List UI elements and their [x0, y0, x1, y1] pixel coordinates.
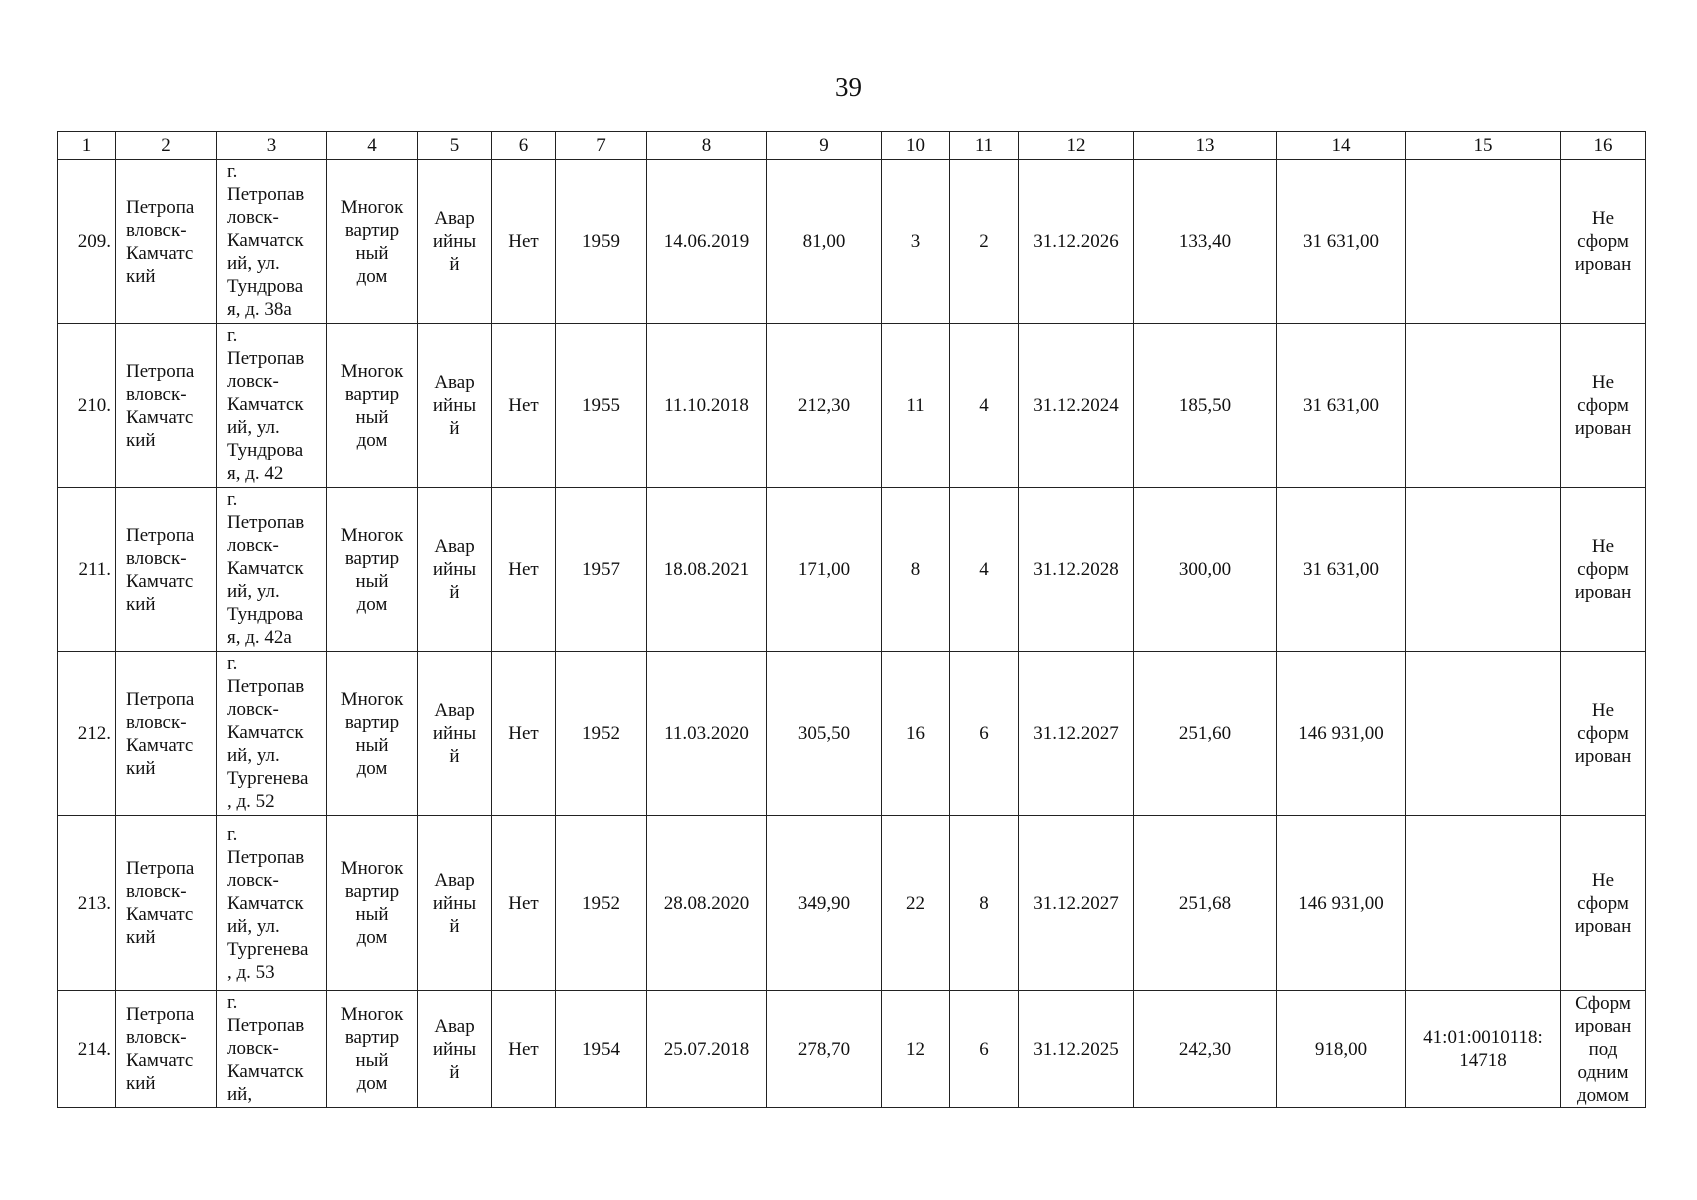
address-cell: г. Петропав ловск- Камчатск ий, ул. Тургенева , д. 52	[217, 652, 327, 816]
column-header: 16	[1561, 132, 1646, 160]
land-status-cell: Не сформ ирован	[1561, 324, 1646, 488]
col13-cell: 242,30	[1134, 991, 1277, 1108]
column-header: 8	[647, 132, 767, 160]
col13-cell: 251,68	[1134, 816, 1277, 991]
status-cell: Авар ийны й	[418, 324, 492, 488]
col11-cell: 6	[950, 991, 1019, 1108]
row-number: 211.	[58, 488, 116, 652]
date-cell: 18.08.2021	[647, 488, 767, 652]
row-number: 214.	[58, 991, 116, 1108]
col13-cell: 300,00	[1134, 488, 1277, 652]
table-row	[58, 488, 1646, 652]
status-cell: Авар ийны й	[418, 652, 492, 816]
area-cell: 212,30	[767, 324, 882, 488]
date-cell: 11.10.2018	[647, 324, 767, 488]
col6-cell: Нет	[492, 991, 556, 1108]
table-row	[58, 816, 1646, 991]
date-cell: 25.07.2018	[647, 991, 767, 1108]
col14-cell: 31 631,00	[1277, 160, 1406, 324]
deadline-cell: 31.12.2028	[1019, 488, 1134, 652]
column-header: 15	[1406, 132, 1561, 160]
col11-cell: 8	[950, 816, 1019, 991]
column-header: 12	[1019, 132, 1134, 160]
row-number: 209.	[58, 160, 116, 324]
col10-cell: 3	[882, 160, 950, 324]
deadline-cell: 31.12.2026	[1019, 160, 1134, 324]
col14-cell: 31 631,00	[1277, 488, 1406, 652]
building-type-cell: Многок вартир ный дом	[327, 652, 418, 816]
cadastral-cell	[1406, 324, 1561, 488]
col14-cell: 146 931,00	[1277, 652, 1406, 816]
land-status-cell: Сформ ирован под одним домом	[1561, 991, 1646, 1108]
year-cell: 1952	[556, 652, 647, 816]
locality-cell: Петропа вловск- Камчатс кий	[116, 816, 217, 991]
column-header: 10	[882, 132, 950, 160]
deadline-cell: 31.12.2027	[1019, 816, 1134, 991]
column-header: 14	[1277, 132, 1406, 160]
area-cell: 81,00	[767, 160, 882, 324]
table-row	[58, 652, 1646, 816]
deadline-cell: 31.12.2027	[1019, 652, 1134, 816]
building-type-cell: Многок вартир ный дом	[327, 816, 418, 991]
cadastral-cell: 41:01:0010118: 14718	[1406, 991, 1561, 1108]
land-status-cell: Не сформ ирован	[1561, 652, 1646, 816]
locality-cell: Петропа вловск- Камчатс кий	[116, 488, 217, 652]
building-type-cell: Многок вартир ный дом	[327, 324, 418, 488]
col11-cell: 4	[950, 488, 1019, 652]
locality-cell: Петропа вловск- Камчатс кий	[116, 160, 217, 324]
address-cell: г. Петропав ловск- Камчатск ий, ул. Тундрова я, д. 42а	[217, 488, 327, 652]
status-cell: Авар ийны й	[418, 816, 492, 991]
date-cell: 14.06.2019	[647, 160, 767, 324]
year-cell: 1954	[556, 991, 647, 1108]
building-type-cell: Многок вартир ный дом	[327, 991, 418, 1108]
col6-cell: Нет	[492, 816, 556, 991]
column-header: 11	[950, 132, 1019, 160]
date-cell: 28.08.2020	[647, 816, 767, 991]
area-cell: 278,70	[767, 991, 882, 1108]
column-header: 6	[492, 132, 556, 160]
column-header: 13	[1134, 132, 1277, 160]
area-cell: 349,90	[767, 816, 882, 991]
col14-cell: 31 631,00	[1277, 324, 1406, 488]
col6-cell: Нет	[492, 488, 556, 652]
col6-cell: Нет	[492, 160, 556, 324]
cadastral-cell	[1406, 488, 1561, 652]
address-cell: г. Петропав ловск- Камчатск ий, ул. Тундрова я, д. 42	[217, 324, 327, 488]
year-cell: 1959	[556, 160, 647, 324]
locality-cell: Петропа вловск- Камчатс кий	[116, 324, 217, 488]
area-cell: 171,00	[767, 488, 882, 652]
year-cell: 1957	[556, 488, 647, 652]
col11-cell: 6	[950, 652, 1019, 816]
col14-cell: 918,00	[1277, 991, 1406, 1108]
row-number: 212.	[58, 652, 116, 816]
land-status-cell: Не сформ ирован	[1561, 488, 1646, 652]
building-type-cell: Многок вартир ный дом	[327, 488, 418, 652]
land-status-cell: Не сформ ирован	[1561, 160, 1646, 324]
col6-cell: Нет	[492, 324, 556, 488]
col13-cell: 251,60	[1134, 652, 1277, 816]
area-cell: 305,50	[767, 652, 882, 816]
row-number: 210.	[58, 324, 116, 488]
column-header: 4	[327, 132, 418, 160]
address-cell: г. Петропав ловск- Камчатск ий, ул. Тургенева , д. 53	[217, 816, 327, 991]
col10-cell: 12	[882, 991, 950, 1108]
cadastral-cell	[1406, 160, 1561, 324]
column-header: 9	[767, 132, 882, 160]
locality-cell: Петропа вловск- Камчатс кий	[116, 991, 217, 1108]
housing-registry-table	[57, 131, 1646, 1108]
status-cell: Авар ийны й	[418, 991, 492, 1108]
col14-cell: 146 931,00	[1277, 816, 1406, 991]
col11-cell: 2	[950, 160, 1019, 324]
col6-cell: Нет	[492, 652, 556, 816]
col13-cell: 185,50	[1134, 324, 1277, 488]
date-cell: 11.03.2020	[647, 652, 767, 816]
page-number: 39	[835, 72, 862, 102]
table-row	[58, 160, 1646, 324]
year-cell: 1952	[556, 816, 647, 991]
status-cell: Авар ийны й	[418, 160, 492, 324]
row-number: 213.	[58, 816, 116, 991]
col10-cell: 16	[882, 652, 950, 816]
deadline-cell: 31.12.2025	[1019, 991, 1134, 1108]
column-header: 7	[556, 132, 647, 160]
deadline-cell: 31.12.2024	[1019, 324, 1134, 488]
land-status-cell: Не сформ ирован	[1561, 816, 1646, 991]
column-header: 2	[116, 132, 217, 160]
table-row	[58, 991, 1646, 1108]
col11-cell: 4	[950, 324, 1019, 488]
column-header: 5	[418, 132, 492, 160]
table-row	[58, 324, 1646, 488]
year-cell: 1955	[556, 324, 647, 488]
col10-cell: 8	[882, 488, 950, 652]
cadastral-cell	[1406, 816, 1561, 991]
address-cell: г. Петропав ловск- Камчатск ий,	[217, 991, 327, 1108]
address-cell: г. Петропав ловск- Камчатск ий, ул. Тундрова я, д. 38а	[217, 160, 327, 324]
building-type-cell: Многок вартир ный дом	[327, 160, 418, 324]
column-number-row	[58, 132, 1646, 160]
col10-cell: 11	[882, 324, 950, 488]
col13-cell: 133,40	[1134, 160, 1277, 324]
cadastral-cell	[1406, 652, 1561, 816]
status-cell: Авар ийны й	[418, 488, 492, 652]
column-header: 1	[58, 132, 116, 160]
locality-cell: Петропа вловск- Камчатс кий	[116, 652, 217, 816]
column-header: 3	[217, 132, 327, 160]
col10-cell: 22	[882, 816, 950, 991]
